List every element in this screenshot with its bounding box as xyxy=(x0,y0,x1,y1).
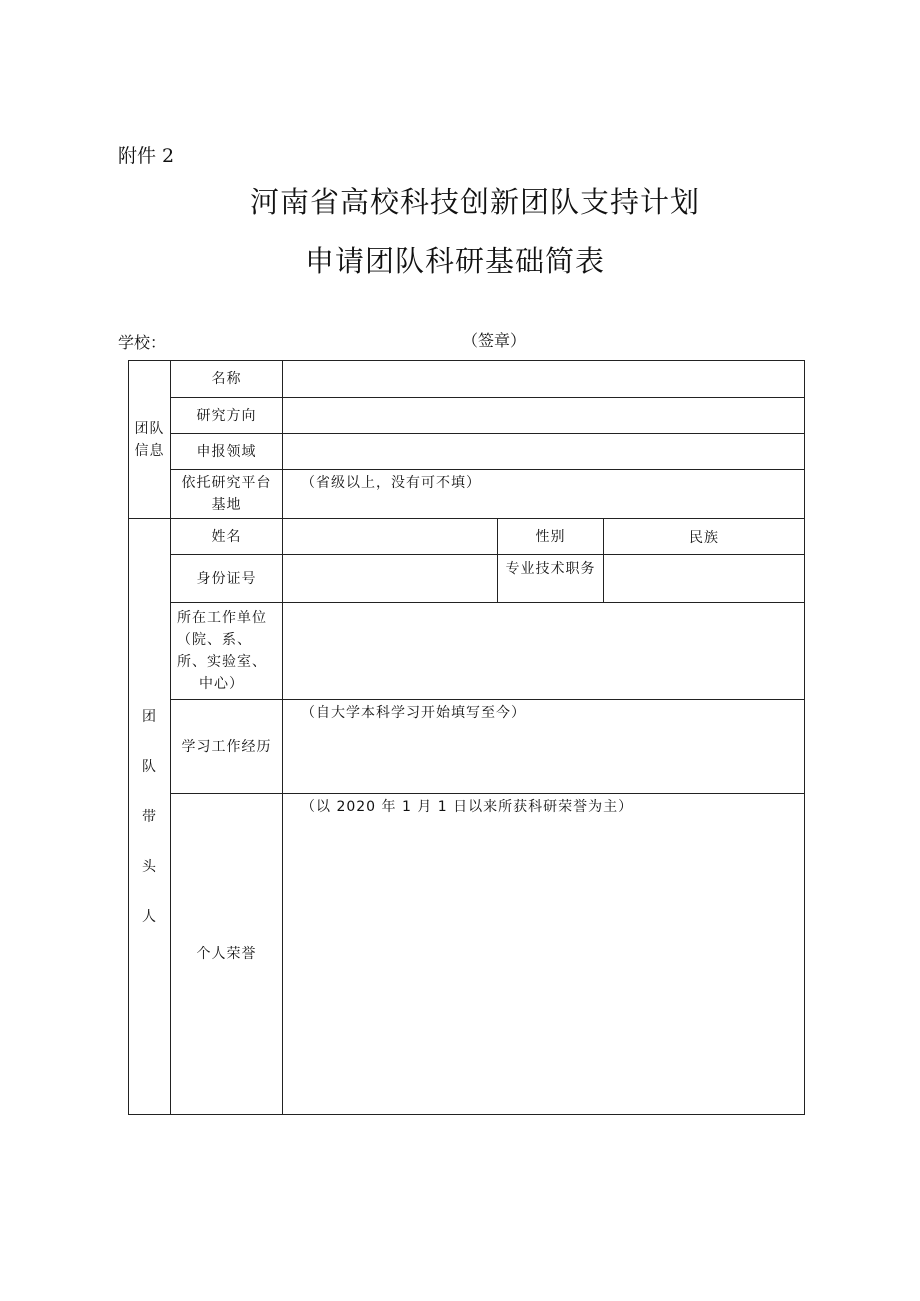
professional-title-label: 专业技术职务 xyxy=(498,555,604,603)
leader-name-row xyxy=(129,519,805,555)
team-leader-char-5: 人 xyxy=(142,908,157,925)
team-name-label: 名称 xyxy=(171,361,283,398)
honors-row xyxy=(129,794,805,1115)
leader-name-field[interactable] xyxy=(283,519,498,555)
research-direction-row xyxy=(129,398,805,434)
id-number-field[interactable] xyxy=(283,555,498,603)
application-field-field[interactable] xyxy=(283,434,805,470)
application-field-row xyxy=(129,434,805,470)
work-unit-label xyxy=(171,603,283,700)
research-direction-label: 研究方向 xyxy=(171,398,283,434)
gender-label: 性别 xyxy=(498,519,604,555)
professional-title-field[interactable] xyxy=(604,555,805,603)
research-platform-label xyxy=(171,470,283,519)
id-number-row xyxy=(129,555,805,603)
research-platform-label-line1: 依托研究平台 xyxy=(181,475,272,491)
team-leader-char-1: 团 xyxy=(142,708,157,725)
research-platform-label-line2: 基地 xyxy=(211,497,242,513)
experience-row xyxy=(129,700,805,794)
ethnicity-label: 民族 xyxy=(604,519,805,555)
application-form-table xyxy=(128,360,805,1115)
annex-label: 附件 2 xyxy=(118,145,175,167)
team-leader-group-label xyxy=(129,519,171,1115)
document-title-line1: 河南省高校科技创新团队支持计划 xyxy=(250,185,701,219)
work-unit-label-line3: 所、实验室、 xyxy=(177,654,267,670)
research-platform-row xyxy=(129,470,805,519)
honors-hint: （以 2020 年 1 月 1 日以来所获科研荣誉为主） xyxy=(301,799,634,815)
team-info-group-label-line1: 团队 xyxy=(134,420,165,437)
experience-hint: （自大学本科学习开始填写至今） xyxy=(301,705,526,721)
team-leader-char-4: 头 xyxy=(142,858,157,875)
work-unit-label-line2: （院、系、 xyxy=(177,632,252,648)
application-field-label: 申报领域 xyxy=(171,434,283,470)
research-platform-hint: （省级以上，没有可不填） xyxy=(301,475,481,491)
document-title-line2: 申请团队科研基础简表 xyxy=(305,244,606,278)
team-name-row xyxy=(129,361,805,398)
team-info-group-label xyxy=(129,361,171,519)
experience-field[interactable] xyxy=(283,700,805,794)
seal-label: （签章） xyxy=(462,331,527,350)
work-unit-label-line1: 所在工作单位 xyxy=(177,610,267,626)
work-unit-field[interactable] xyxy=(283,603,805,700)
team-leader-char-2: 队 xyxy=(142,758,157,775)
honors-label: 个人荣誉 xyxy=(171,794,283,1115)
team-leader-char-3: 带 xyxy=(142,808,157,825)
research-platform-field[interactable] xyxy=(283,470,805,519)
leader-name-label: 姓名 xyxy=(171,519,283,555)
school-label: 学校： xyxy=(118,333,167,352)
research-direction-field[interactable] xyxy=(283,398,805,434)
experience-label: 学习工作经历 xyxy=(171,700,283,794)
honors-field[interactable] xyxy=(283,794,805,1115)
team-info-group-label-line2: 信息 xyxy=(134,442,165,459)
work-unit-label-line4: 中心） xyxy=(199,676,244,692)
team-name-field[interactable] xyxy=(283,361,805,398)
id-number-label: 身份证号 xyxy=(171,555,283,603)
work-unit-row xyxy=(129,603,805,700)
